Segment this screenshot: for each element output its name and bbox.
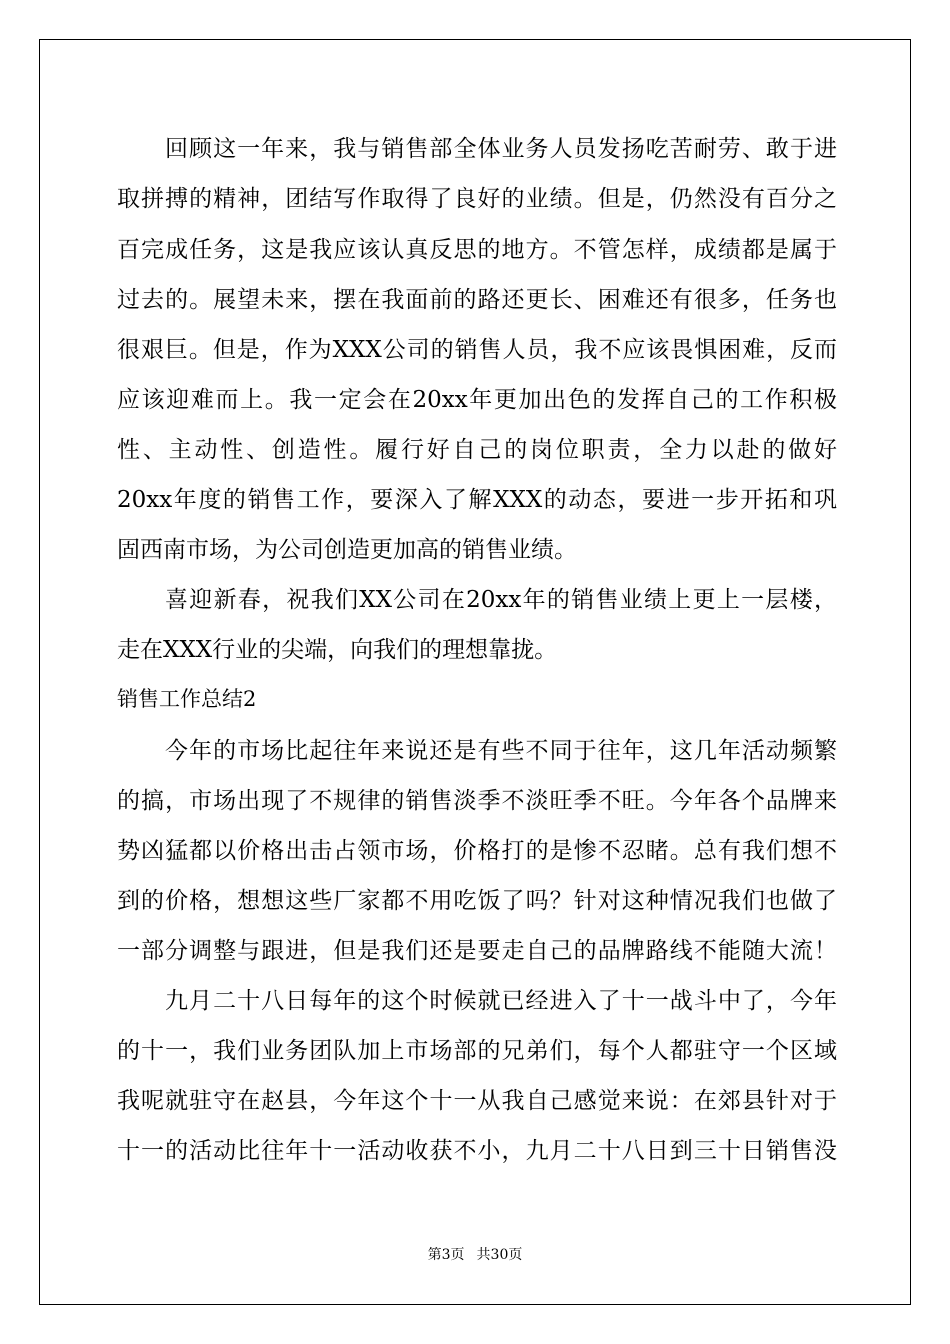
- paragraph-line: 应该迎难而上。我一定会在20xx年更加出色的发挥自己的工作积极: [117, 387, 837, 413]
- paragraph-line: 一部分调整与跟进，但是我们还是要走自己的品牌路线不能随大流！: [117, 938, 837, 964]
- paragraph-line: 过去的。展望未来，摆在我面前的路还更长、困难还有很多，任务也: [117, 287, 837, 313]
- paragraph-line: 我呢就驻守在赵县，今年这个十一从我自己感觉来说：在郊县针对于: [117, 1088, 837, 1114]
- paragraph-line: 百完成任务，这是我应该认真反思的地方。不管怎样，成绩都是属于: [117, 237, 837, 263]
- paragraph-line: 固西南市场，为公司创造更加高的销售业绩。: [117, 537, 577, 563]
- paragraph-line: 取拼搏的精神，团结写作取得了良好的业绩。但是，仍然没有百分之: [117, 186, 837, 212]
- paragraph-line: 今年的市场比起往年来说还是有些不同于往年，这几年活动频繁: [165, 738, 837, 764]
- paragraph-line: 回顾这一年来，我与销售部全体业务人员发扬吃苦耐劳、敢于进: [165, 136, 837, 162]
- paragraph-line: 喜迎新春，祝我们XX公司在20xx年的销售业绩上更上一层楼，: [165, 587, 837, 613]
- page-footer: [0, 1246, 950, 1264]
- paragraph-line: 性、主动性、创造性。履行好自己的岗位职责，全力以赴的做好: [117, 437, 837, 463]
- paragraph-line: 势凶猛都以价格出击占领市场，价格打的是惨不忍睹。总有我们想不: [117, 838, 837, 864]
- paragraph-line: 九月二十八日每年的这个时候就已经进入了十一战斗中了，今年: [165, 988, 837, 1014]
- section-heading: 销售工作总结2: [117, 687, 257, 711]
- page-number: 第3页: [427, 1247, 465, 1263]
- paragraph-line: 到的价格，想想这些厂家都不用吃饭了吗？针对这种情况我们也做了: [117, 888, 837, 914]
- paragraph-line: 很艰巨。但是，作为XXX公司的销售人员，我不应该畏惧困难，反而: [117, 337, 837, 363]
- paragraph-line: 20xx年度的销售工作，要深入了解XXX的动态，要进一步开拓和巩: [117, 487, 837, 513]
- page-total: 共30页: [476, 1247, 523, 1263]
- paragraph-line: 的搞，市场出现了不规律的销售淡季不淡旺季不旺。今年各个品牌来: [117, 788, 837, 814]
- paragraph-line: 的十一，我们业务团队加上市场部的兄弟们，每个人都驻守一个区域: [117, 1038, 837, 1064]
- paragraph-line: 十一的活动比往年十一活动收获不小，九月二十八日到三十日销售没: [117, 1138, 837, 1164]
- paragraph-line: 走在XXX行业的尖端，向我们的理想靠拢。: [117, 637, 558, 663]
